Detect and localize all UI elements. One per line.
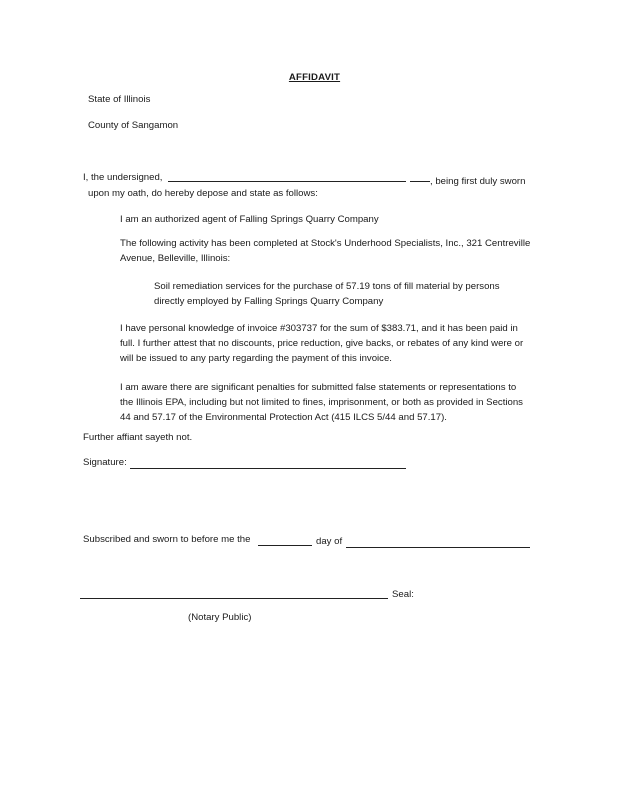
statement-agent: I am an authorized agent of Falling Springs Quarry Company: [120, 214, 379, 225]
document-title: AFFIDAVIT: [288, 72, 341, 83]
knowledge-line-1: I have personal knowledge of invoice #303737 for the sum of $383.71, and it has been paid in: [120, 323, 518, 334]
subscribed-mid-text: day of: [316, 536, 343, 547]
further-affiant: Further affiant sayeth not.: [83, 432, 193, 443]
knowledge-line-2: full. I further attest that no discounts, price reduction, give backs, or rebates of any kind were or: [120, 338, 524, 349]
seal-label: Seal:: [392, 589, 414, 600]
activity-detail-line-1: Soil remediation services for the purchase of 57.19 tons of fill material by persons: [154, 281, 500, 292]
penalties-line-1: I am aware there are significant penalties for submitted false statements or representations to: [120, 382, 517, 393]
intro-start-text: I, the undersigned,: [83, 172, 163, 183]
subscribed-day-blank[interactable]: [258, 545, 312, 546]
county-line: County of Sangamon: [88, 120, 179, 131]
notary-label: (Notary Public): [188, 612, 252, 623]
knowledge-line-3: will be issued to any party regarding the payment of this invoice.: [120, 353, 392, 364]
penalties-line-3: 44 and 57.17 of the Environmental Protection Act (415 ILCS 5/44 and 57.17).: [120, 412, 447, 423]
undersigned-name-blank-end: [410, 181, 430, 182]
subscribed-start-text: Subscribed and sworn to before me the: [83, 534, 251, 545]
intro-line-2: upon my oath, do hereby depose and state as follows:: [88, 188, 318, 199]
statement-activity-line-1: The following activity has been completed at Stock's Underhood Specialists, Inc., 321 Centreville: [120, 238, 531, 249]
statement-activity-line-2: Avenue, Belleville, Illinois:: [120, 253, 231, 264]
notary-signature-blank[interactable]: [80, 598, 388, 599]
undersigned-name-blank: [168, 181, 406, 182]
activity-detail-line-2: directly employed by Falling Springs Quarry Company: [154, 296, 384, 307]
intro-end-text: , being first duly sworn: [430, 176, 526, 187]
state-line: State of Illinois: [88, 94, 151, 105]
signature-blank[interactable]: [130, 468, 406, 469]
subscribed-month-blank[interactable]: [346, 547, 530, 548]
signature-label: Signature:: [83, 457, 127, 468]
penalties-line-2: the Illinois EPA, including but not limited to fines, imprisonment, or both as provided in Sections: [120, 397, 523, 408]
